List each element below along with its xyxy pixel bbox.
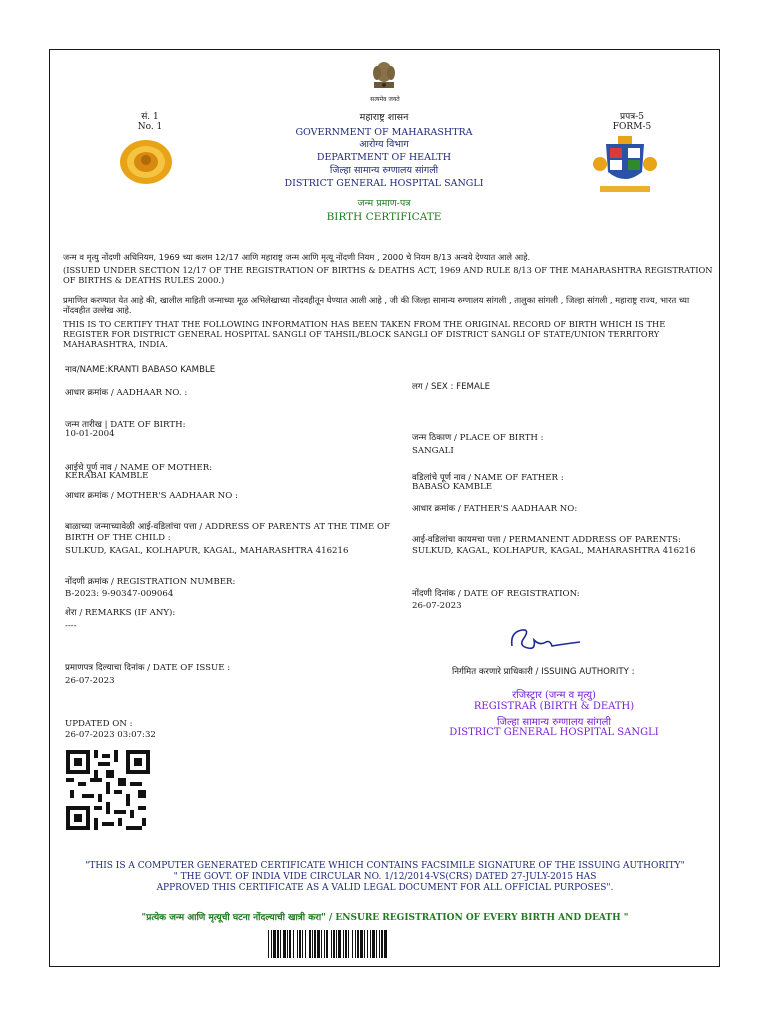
- registrar-signature: [504, 624, 584, 658]
- footer-note-3: APPROVED THIS CERTIFICATE AS A VALID LEGAL DOCUMENT FOR ALL OFFICIAL PURPOSES".: [156, 883, 614, 893]
- registrar-hospital-marathi: जिल्हा सामान्य रुग्णालय सांगली: [497, 717, 611, 728]
- gov-title-marathi: महाराष्ट्र शासन: [359, 112, 409, 123]
- updated-value: 26-07-2023 03:07:32: [65, 730, 156, 740]
- cert-title-english: BIRTH CERTIFICATE: [326, 211, 442, 223]
- national-emblem-icon: [366, 58, 402, 92]
- intro-marathi-1: जन्म व मृत्यु नोंदणी अधिनियम, 1969 च्या कलम 12/17 आणि महाराष्ट्र जन्म आणि मृत्यू नोंदणी नियम , 2000 चे नियम 8/13 अन्वये देण्यात आले आहे.: [63, 252, 531, 262]
- form-no-english: FORM-5: [612, 122, 652, 132]
- emblem-motto: सत्यमेव जयते: [370, 96, 400, 103]
- gov-title-english: GOVERNMENT OF MAHARASHTRA: [295, 127, 473, 138]
- updated-label: UPDATED ON :: [65, 719, 133, 729]
- father-name-label: वडिलांचे पूर्ण नाव / NAME OF FATHER :: [412, 473, 564, 483]
- aadhaar-label: आधार क्रमांक / AADHAAR NO. :: [65, 388, 188, 398]
- registrar-title-marathi: रजिस्ट्रार (जन्म व मृत्यु): [512, 690, 596, 701]
- footer-slogan-english: / ENSURE REGISTRATION OF EVERY BIRTH AND DEATH ": [325, 913, 629, 923]
- child-name: नाव/NAME:KRANTI BABASO KAMBLE: [65, 365, 216, 375]
- serial-no-english: No. 1: [137, 122, 163, 132]
- intro-marathi-2: प्रमाणित करण्यात येत आहे की, खालील माहिती जन्माच्या मूळ अभिलेखाच्या नोंदवहीतून घेण्यात आली आहे , जी की जिल्हा सामान्य रुग्णालय सांगली , तालुका सांगली , जिल्हा सांगली , महाराष्ट्र राज्य, भारत च्या नोंदवहीत उल्लेख आहे.: [63, 295, 690, 315]
- pob-value: SANGALI: [412, 446, 454, 456]
- reg-date-label: नोंदणी दिनांक / DATE OF REGISTRATION:: [412, 589, 580, 599]
- hospital-title-english: DISTRICT GENERAL HOSPITAL SANGLI: [284, 178, 484, 189]
- mother-name-label: आईचे पूर्ण नाव / NAME OF MOTHER:: [65, 463, 213, 473]
- form-no-marathi: प्रपत्र-5: [620, 112, 644, 122]
- cert-title-marathi: जन्म प्रमाण-पत्र: [357, 198, 411, 209]
- reg-date-value: 26-07-2023: [412, 601, 462, 611]
- sex-field: लग / SEX : FEMALE: [412, 382, 491, 392]
- dob-label: जन्म तारीख | DATE OF BIRTH:: [65, 420, 186, 430]
- serial-no-marathi: सं. 1: [141, 112, 159, 122]
- qr-code: [66, 750, 150, 830]
- issue-date-value: 26-07-2023: [65, 676, 115, 686]
- address-perm-label: आई-वडिलांचा कायमचा पत्ता / PERMANENT ADDRESS OF PARENTS:: [412, 535, 681, 545]
- pob-label: जन्म ठिकाण / PLACE OF BIRTH :: [412, 433, 544, 443]
- father-name-value: BABASO KAMBLE: [412, 482, 493, 492]
- father-aadhaar-label: आधार क्रमांक / FATHER'S AADHAAR NO:: [412, 504, 578, 514]
- remarks-value: ----: [65, 621, 77, 631]
- reg-number-label: नोंदणी क्रमांक / REGISTRATION NUMBER:: [65, 577, 236, 587]
- intro-english-1: (ISSUED UNDER SECTION 12/17 OF THE REGISTRATION OF BIRTHS & DEATHS ACT, 1969 AND RULE 8/13 OF THE MAHARASHTRA REGISTRATION OF BIRTHS & DEATHS RULES 2000.): [63, 265, 713, 285]
- crest-icon: [592, 136, 658, 194]
- hospital-title-marathi: जिल्हा सामान्य रुग्णालय सांगली: [329, 165, 439, 176]
- address-birth-value: SULKUD, KAGAL, KOLHAPUR, KAGAL, MAHARASHTRA 416216: [65, 546, 349, 556]
- issuing-authority-label: निर्गमित करणारे प्राधिकारी / ISSUING AUTHORITY :: [452, 667, 635, 677]
- footer-note-1: "THIS IS A COMPUTER GENERATED CERTIFICATE WHICH CONTAINS FACSIMILE SIGNATURE OF THE ISSUING AUTHORITY": [85, 861, 685, 871]
- dept-title-marathi: आरोग्य विभाग: [359, 139, 409, 150]
- registrar-title-english: REGISTRAR (BIRTH & DEATH): [473, 701, 635, 712]
- intro-english-2: THIS IS TO CERTIFY THAT THE FOLLOWING INFORMATION HAS BEEN TAKEN FROM THE ORIGINAL RECORD OF BIRTH WHICH IS THE REGISTER FOR DISTRICT GENERAL HOSPITAL SANGLI OF TAHSIL/BLOCK SANGLI OF DISTRICT SANGLI OF STATE/UNION TERRITORY MAHARASHTRA, INDIA.: [63, 319, 666, 349]
- reg-number-value: B-2023: 9-90347-009064: [65, 589, 174, 599]
- footer-slogan-marathi: "प्रत्येक जन्म आणि मृत्यूची घटना नोंदल्याची खात्री करा": [141, 913, 326, 923]
- address-perm-value: SULKUD, KAGAL, KOLHAPUR, KAGAL, MAHARASHTRA 416216: [412, 546, 696, 556]
- registrar-hospital-english: DISTRICT GENERAL HOSPITAL SANGLI: [449, 727, 659, 738]
- footer-slogan: [50, 910, 720, 923]
- footer-note-2: " THE GOVT. OF INDIA VIDE CIRCULAR NO. 1/12/2014-VS(CRS) DATED 27-JULY-2015 HAS: [173, 872, 597, 882]
- issue-date-label: प्रमाणपत्र दिल्याचा दिनांक / DATE OF ISSUE :: [65, 663, 231, 673]
- dept-title-english: DEPARTMENT OF HEALTH: [316, 152, 452, 163]
- dob-value: 10-01-2004: [65, 429, 115, 439]
- address-birth-label: बाळाच्या जन्माच्यावेळी आई-वडिलांचा पत्ता / ADDRESS OF PARENTS AT THE TIME OF BIRTH OF THE CHILD :: [65, 522, 390, 543]
- remarks-label: शेरा / REMARKS (IF ANY):: [65, 608, 176, 618]
- barcode: [268, 930, 500, 958]
- mother-name-value: KERABAI KAMBLE: [65, 471, 149, 481]
- mother-aadhaar-label: आधार क्रमांक / MOTHER'S AADHAAR NO :: [65, 491, 238, 501]
- maharashtra-seal-icon: [118, 138, 174, 186]
